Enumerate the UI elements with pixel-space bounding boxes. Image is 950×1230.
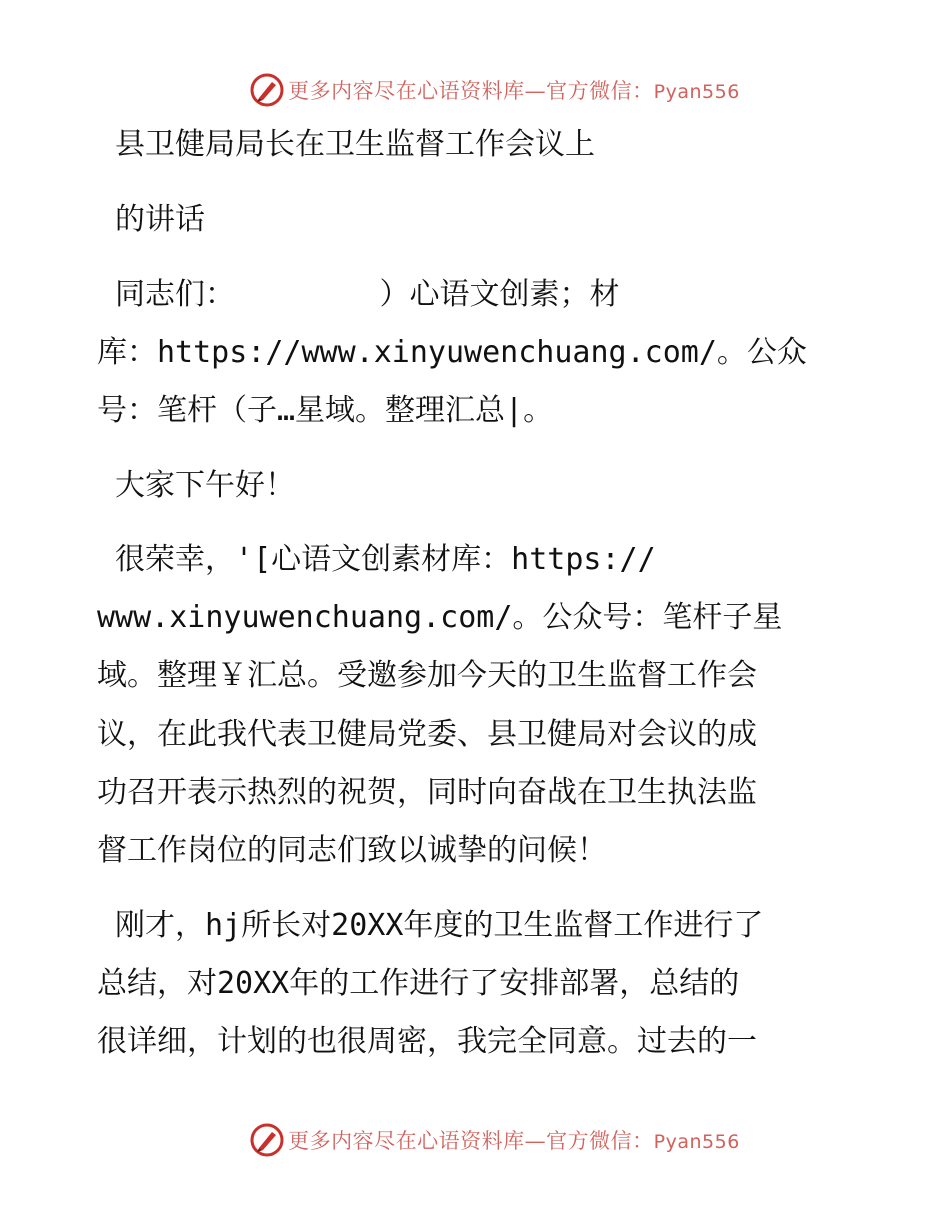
text-line: 督工作岗位的同志们致以诚挚的问候！ bbox=[97, 833, 607, 868]
text-line: 库：https://www.xinyuwenchuang.com/。公众 bbox=[97, 335, 807, 370]
text-line: 功召开表示热烈的祝贺，同时向奋战在卫生执法监 bbox=[97, 775, 757, 810]
text-line: www.xinyuwenchuang.com/。公众号：笔杆子星 bbox=[97, 600, 783, 635]
footer-wechat-id: Pyan556 bbox=[653, 1131, 740, 1153]
footer-banner-content bbox=[250, 1123, 740, 1157]
text-line: 刚才，hj所长对20XX年度的卫生监督工作进行了 bbox=[97, 908, 764, 943]
text-line: 号：笔杆（子…星域。整理汇总|。 bbox=[97, 393, 554, 428]
text-line: 议，在此我代表卫健局党委、县卫健局对会议的成 bbox=[97, 717, 757, 752]
title-line-2: 的讲话 bbox=[97, 202, 206, 237]
title-line-1: 县卫健局局长在卫生监督工作会议上 bbox=[97, 127, 596, 162]
footer-banner-text bbox=[288, 1125, 740, 1155]
header-banner-main: 更多内容尽在心语资料库—官方微信： bbox=[288, 79, 654, 103]
text-line: 域。整理￥汇总。受邀参加今天的卫生监督工作会 bbox=[97, 658, 757, 693]
footer-banner bbox=[0, 1120, 950, 1160]
text-line: 同志们： ）心语文创素；材 bbox=[97, 277, 620, 312]
text-line: 很荣幸，'[心语文创素材库：https:// bbox=[97, 542, 656, 577]
footer-banner-main: 更多内容尽在心语资料库—官方微信： bbox=[288, 1129, 654, 1153]
header-wechat-id: Pyan556 bbox=[653, 81, 740, 103]
pen-logo-icon bbox=[250, 1123, 284, 1157]
text-line: 大家下午好！ bbox=[97, 468, 296, 503]
text-line: 很详细，计划的也很周密，我完全同意。过去的一 bbox=[97, 1024, 757, 1059]
text-line: 总结，对20XX年的工作进行了安排部署，总结的 bbox=[97, 966, 740, 1001]
